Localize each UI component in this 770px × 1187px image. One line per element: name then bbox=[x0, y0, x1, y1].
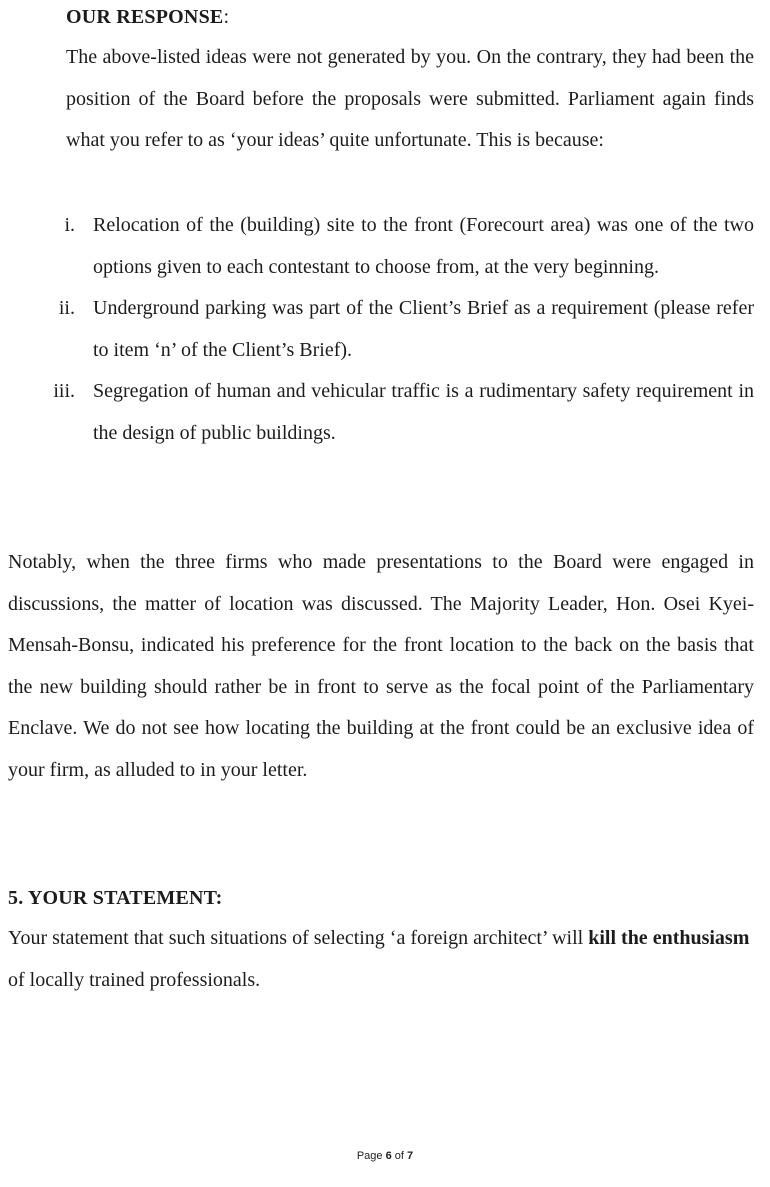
list-item-text: Underground parking was part of the Client’s Brief as a requirement (please refer to item ‘n’ of the Client’s Brief). bbox=[93, 297, 754, 361]
footer-total-pages: 7 bbox=[407, 1150, 414, 1162]
footer-of-word: of bbox=[394, 1150, 404, 1162]
statement-emphasis: kill the enthusiasm bbox=[588, 927, 750, 949]
list-item-text: Relocation of the (building) site to the front (Forecourt area) was one of the two options given to each contestant to choose from, at the very beginning. bbox=[93, 214, 754, 278]
page-footer bbox=[0, 1150, 770, 1162]
list-item-text: Segregation of human and vehicular traffic is a rudimentary safety requirement in the design of public buildings. bbox=[93, 380, 754, 444]
statement-paragraph bbox=[8, 918, 754, 1001]
list-item-numeral: i. bbox=[64, 214, 75, 236]
footer-page-word: Page bbox=[356, 1150, 383, 1162]
list-item-numeral: iii. bbox=[53, 380, 75, 402]
statement-text-end: of locally trained professionals. bbox=[8, 968, 261, 991]
our-response-heading-colon: : bbox=[223, 6, 230, 28]
your-statement-heading: 5. YOUR STATEMENT: bbox=[8, 887, 223, 909]
statement-text-start: Your statement that such situations of selecting ‘a foreign architect’ will bbox=[8, 927, 589, 949]
list-item bbox=[41, 205, 754, 288]
list-item bbox=[41, 371, 754, 454]
list-item bbox=[41, 288, 754, 371]
notably-paragraph: Notably, when the three firms who made presentations to the Board were engaged in discussions, the matter of location was discussed. The Majority Leader, Hon. Osei Kyei-Mensah-Bonsu, indicated his preference for the front location to the back on the basis that the new building should rather be in front to serve as the focal point of the Parliamentary Enclave. We do not see how locating the building at the front could be an exclusive idea of your firm, as alluded to in your letter. bbox=[8, 551, 754, 781]
our-response-heading bbox=[66, 6, 229, 29]
response-paragraph: The above-listed ideas were not generated by you. On the contrary, they had been the position of the Board before the proposals were submitted. Parliament again finds what you refer to as ‘your ideas’ quite unfortunate. This is because: bbox=[66, 46, 754, 151]
our-response-heading-text: OUR RESPONSE bbox=[66, 6, 224, 28]
response-list bbox=[41, 205, 754, 454]
footer-current-page: 6 bbox=[385, 1150, 392, 1162]
list-item-numeral: ii. bbox=[58, 297, 75, 319]
